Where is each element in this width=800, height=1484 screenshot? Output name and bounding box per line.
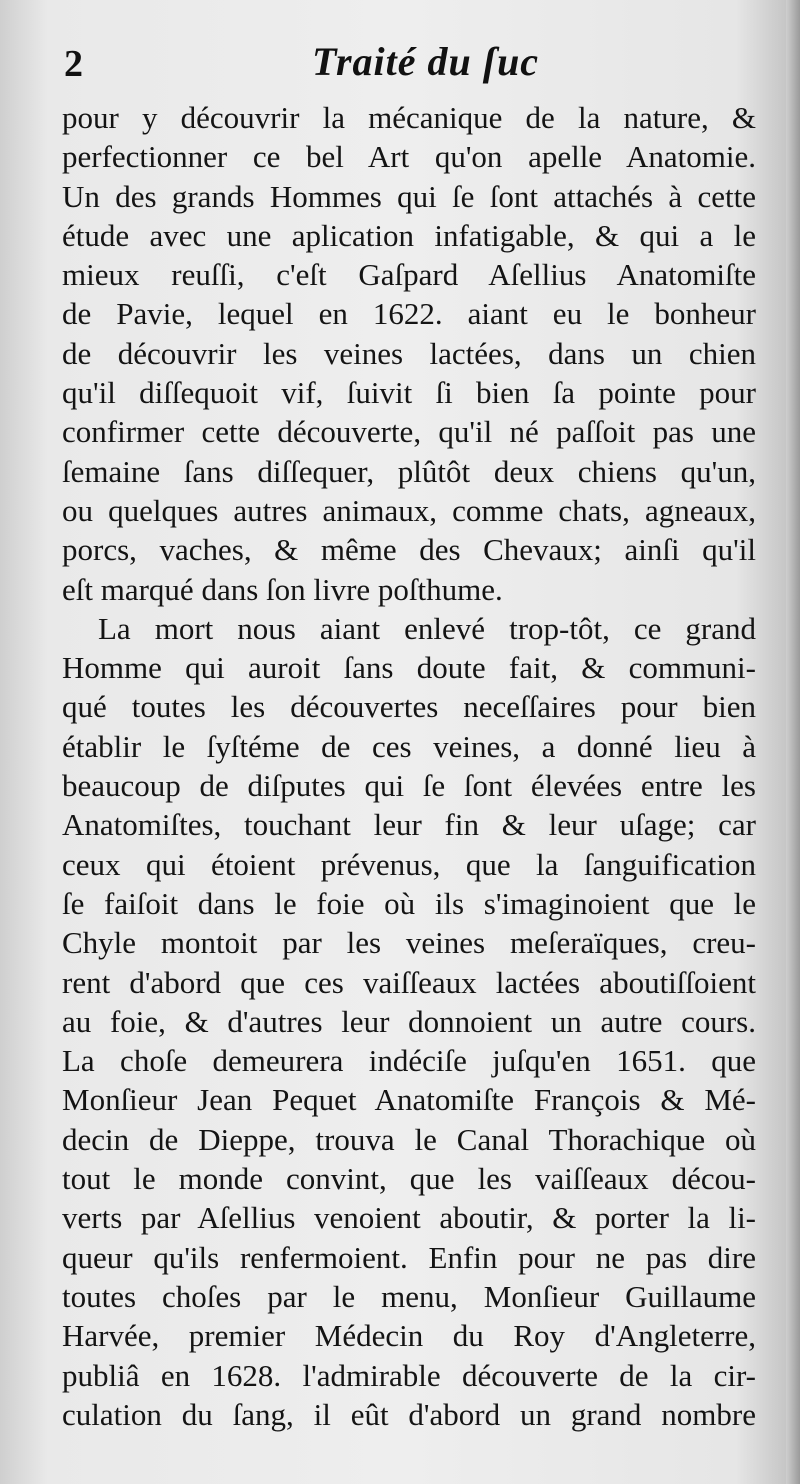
- page-number: 2: [64, 43, 83, 85]
- text-line: au foie, & d'autres leur donnoient un autre cours.: [62, 1003, 756, 1039]
- text-line: Chyle montoit par les veines meſeraïques, creu-: [62, 925, 756, 961]
- text-line: Harvée, premier Médecin du Roy d'Angleterre,: [62, 1318, 756, 1354]
- body-text: [62, 98, 756, 1434]
- text-line: ceux qui étoient prévenus, que la ſanguification: [62, 846, 756, 882]
- text-line: étude avec une aplication infatigable, & qui a le: [62, 217, 756, 253]
- text-line: ou quelques autres animaux, comme chats, agneaux,: [62, 492, 756, 528]
- text-line: établir le ſyſtéme de ces veines, a donné lieu à: [62, 728, 756, 764]
- text-line: rent d'abord que ces vaiſſeaux lactées aboutiſſoient: [62, 964, 756, 1000]
- text-line: tout le monde convint, que les vaiſſeaux décou-: [62, 1161, 756, 1197]
- text-line: pour y découvrir la mécanique de la nature, &: [62, 100, 756, 135]
- text-line: de découvrir les veines lactées, dans un chien: [62, 335, 756, 371]
- text-line: Homme qui auroit ſans doute fait, & communi-: [62, 650, 756, 686]
- text-line: perfectionner ce bel Art qu'on apelle Anatomie.: [62, 139, 756, 175]
- text-line: publiâ en 1628. l'admirable découverte de la cir-: [62, 1357, 756, 1393]
- text-line: Monſieur Jean Pequet Anatomiſte François & Mé-: [62, 1082, 756, 1118]
- text-line: confirmer cette découverte, qu'il né paſſoit pas une: [62, 414, 756, 450]
- text-line: queur qu'ils renfermoient. Enfin pour ne pas dire: [62, 1239, 756, 1275]
- text-line: ſemaine ſans diſſequer, plûtôt deux chiens qu'un,: [62, 453, 756, 489]
- text-line: qué toutes les découvertes neceſſaires pour bien: [62, 689, 756, 725]
- page-gutter: [786, 0, 800, 1484]
- text-line: porcs, vaches, & même des Chevaux; ainſi qu'il: [62, 532, 756, 568]
- text-line: ſe faiſoit dans le foie où ils s'imaginoient que le: [62, 885, 756, 921]
- text-line: mieux reuſſi, c'eſt Gaſpard Aſellius Anatomiſte: [62, 257, 756, 293]
- text-line: decin de Dieppe, trouva le Canal Thorachique où: [62, 1121, 756, 1157]
- text-line: verts par Aſellius venoient aboutir, & porter la li-: [62, 1200, 756, 1236]
- text-line: toutes choſes par le menu, Monſieur Guillaume: [62, 1278, 756, 1314]
- text-line: qu'il diſſequoit vif, ſuivit ſi bien ſa pointe pour: [62, 375, 756, 411]
- text-line: culation du ſang, il eût d'abord un grand nombre: [62, 1396, 756, 1432]
- text-line: La choſe demeurera indéciſe juſqu'en 1651. que: [62, 1043, 756, 1079]
- text-line: Anatomiſtes, touchant leur fin & leur uſage; car: [62, 807, 756, 843]
- text-line: eſt marqué dans ſon livre poſthume.: [62, 571, 503, 607]
- text-line: Un des grands Hommes qui ſe ſont attachés à cette: [62, 178, 756, 214]
- text-line: La mort nous aiant enlevé trop-tôt, ce grand: [98, 610, 756, 646]
- text-line: beaucoup de diſputes qui ſe ſont élevées entre les: [62, 768, 756, 804]
- text-line: de Pavie, lequel en 1622. aiant eu le bonheur: [62, 296, 756, 332]
- running-head: Traité du ſuc: [312, 39, 540, 84]
